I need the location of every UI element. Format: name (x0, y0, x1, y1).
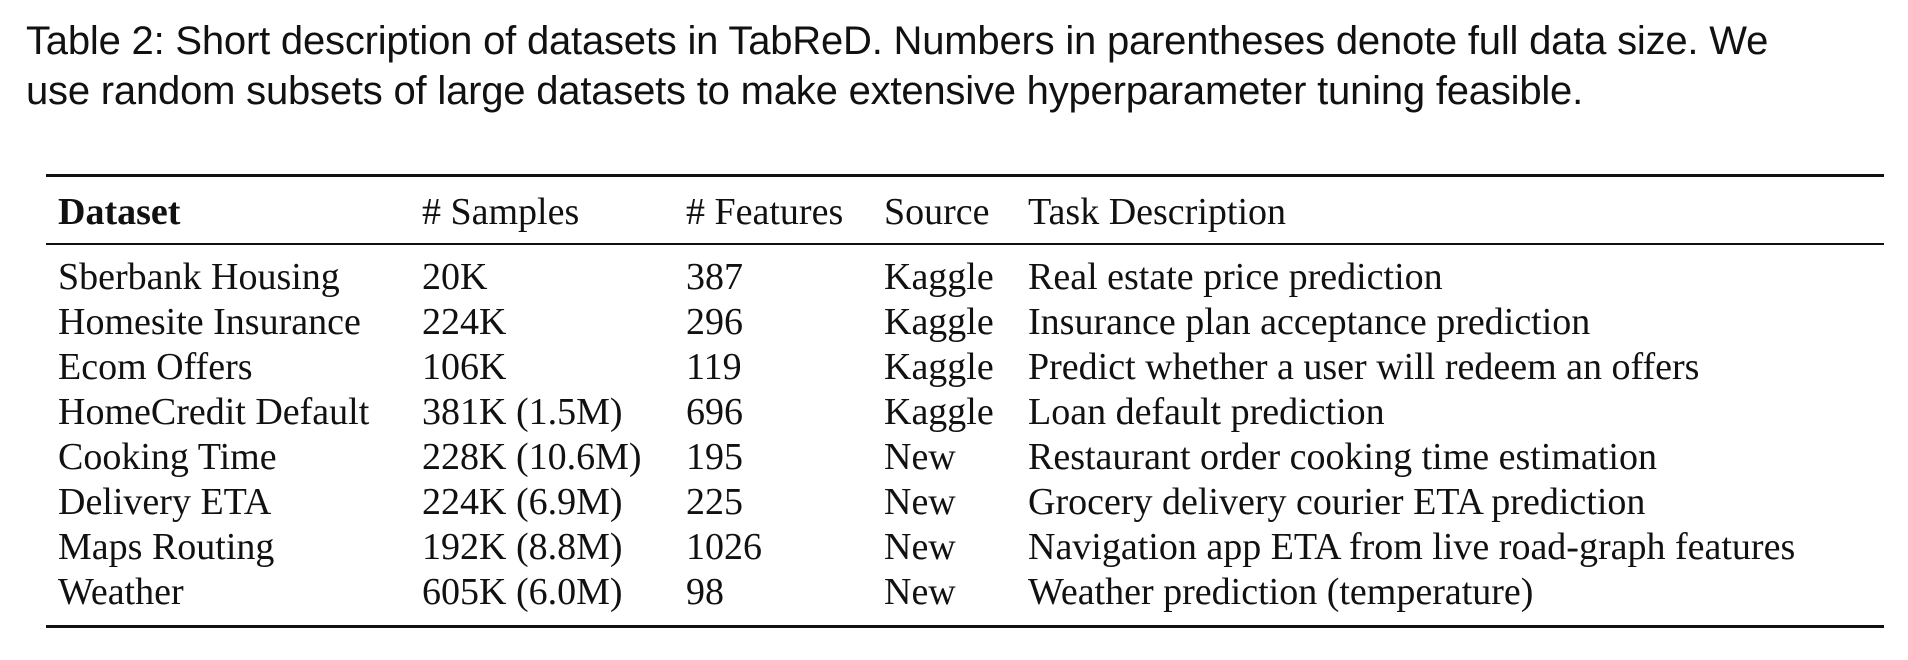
table-body (46, 177, 1884, 243)
cell-samples: 106K (422, 346, 507, 388)
table-row (46, 525, 1884, 570)
cell-features: 98 (686, 571, 724, 613)
caption-line-2: use random subsets of large datasets to make extensive hyperparameter tuning feasible. (26, 69, 1584, 113)
cell-samples: 381K (1.5M) (422, 391, 623, 433)
cell-dataset: Cooking Time (58, 436, 277, 478)
cell-task: Predict whether a user will redeem an offers (1028, 346, 1700, 388)
cell-task: Restaurant order cooking time estimation (1028, 436, 1657, 478)
header-source: Source (884, 191, 990, 233)
cell-features: 225 (686, 481, 743, 523)
cell-features: 119 (686, 346, 742, 388)
table-row (46, 570, 1884, 625)
table-row (46, 245, 1884, 300)
header-task-description: Task Description (1028, 191, 1287, 233)
datasets-table (46, 174, 1884, 628)
cell-features: 195 (686, 436, 743, 478)
cell-source: Kaggle (884, 391, 994, 433)
cell-samples: 192K (8.8M) (422, 526, 623, 568)
header-features: # Features (686, 191, 844, 233)
caption-line-1: Table 2: Short description of datasets in TabReD. Numbers in parentheses denote full data size. We (26, 19, 1769, 63)
cell-dataset: Weather (58, 571, 184, 613)
table-rows (46, 245, 1884, 625)
cell-source: New (884, 481, 956, 523)
header-samples: # Samples (422, 191, 580, 233)
cell-task: Loan default prediction (1028, 391, 1385, 433)
bottom-rule (46, 625, 1884, 628)
cell-source: New (884, 526, 956, 568)
cell-source: New (884, 436, 956, 478)
table-row (46, 300, 1884, 345)
cell-dataset: Delivery ETA (58, 481, 272, 523)
cell-dataset: HomeCredit Default (58, 391, 370, 433)
header-dataset: Dataset (58, 191, 181, 233)
table-row (46, 390, 1884, 435)
cell-source: Kaggle (884, 346, 994, 388)
cell-source: Kaggle (884, 301, 994, 343)
cell-samples: 224K (6.9M) (422, 481, 623, 523)
cell-features: 387 (686, 256, 743, 298)
table-row (46, 345, 1884, 390)
cell-task: Real estate price prediction (1028, 256, 1443, 298)
cell-features: 296 (686, 301, 743, 343)
cell-samples: 224K (422, 301, 507, 343)
cell-task: Insurance plan acceptance prediction (1028, 301, 1591, 343)
cell-task: Weather prediction (temperature) (1028, 571, 1534, 613)
cell-dataset: Ecom Offers (58, 346, 253, 388)
cell-samples: 605K (6.0M) (422, 571, 623, 613)
cell-source: New (884, 571, 956, 613)
table-row (46, 480, 1884, 525)
header-row (46, 177, 1884, 243)
cell-task: Grocery delivery courier ETA prediction (1028, 481, 1646, 523)
cell-features: 696 (686, 391, 743, 433)
cell-features: 1026 (686, 526, 762, 568)
cell-samples: 228K (10.6M) (422, 436, 642, 478)
cell-dataset: Maps Routing (58, 526, 275, 568)
table-row (46, 435, 1884, 480)
cell-dataset: Sberbank Housing (58, 256, 340, 298)
cell-task: Navigation app ETA from live road-graph features (1028, 526, 1796, 568)
cell-dataset: Homesite Insurance (58, 301, 361, 343)
table-caption (26, 16, 1886, 116)
cell-samples: 20K (422, 256, 488, 298)
cell-source: Kaggle (884, 256, 994, 298)
